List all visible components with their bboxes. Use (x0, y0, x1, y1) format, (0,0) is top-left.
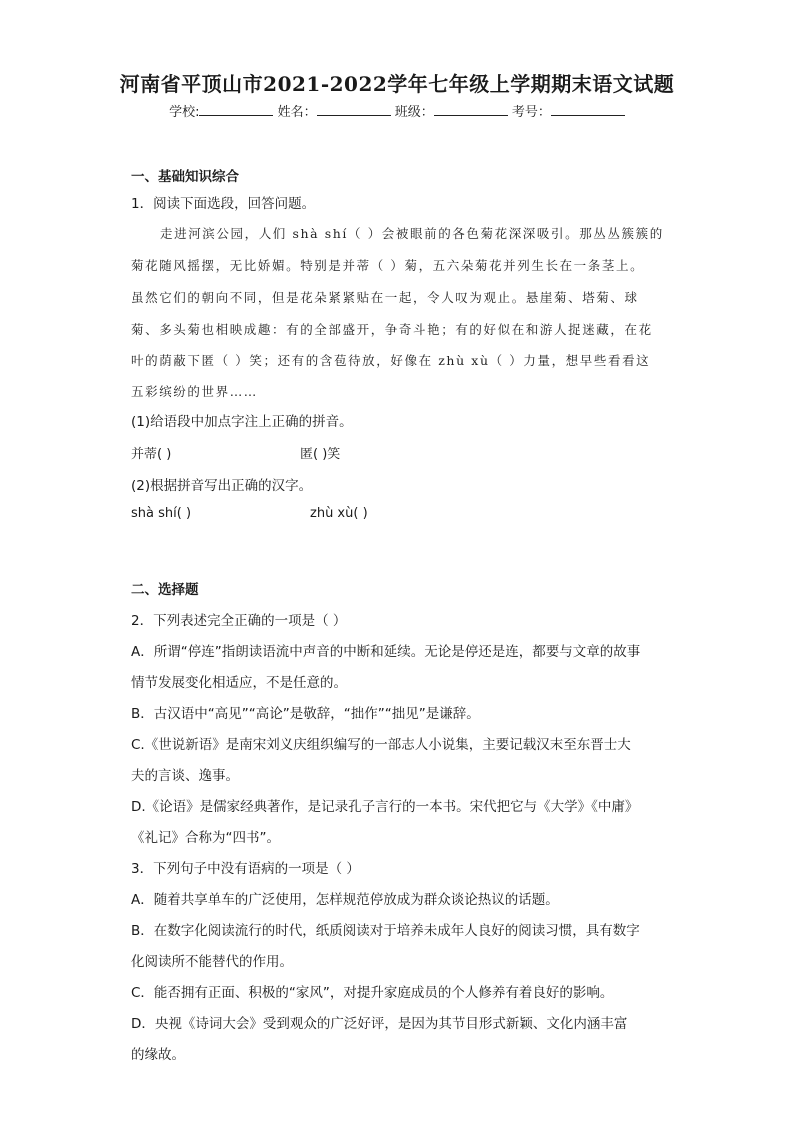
section-heading-basic: 一、基础知识综合 (131, 169, 239, 185)
name-blank[interactable] (317, 103, 391, 116)
question-1-stem: 1．阅读下面选段，回答问题。 (131, 196, 316, 212)
option-line: 的缘故。 (131, 1047, 185, 1063)
passage-line: 五彩缤纷的世界…… (131, 384, 258, 399)
option-line: 情节发展变化相适应，不是任意的。 (131, 675, 347, 691)
pinyin-blank-nixiao[interactable]: 匿( )笑 (300, 447, 341, 462)
option-line[interactable]: A．随着共享单车的广泛使用，怎样规范停放成为群众谈论热议的话题。 (131, 892, 559, 908)
section-heading-choice: 二、选择题 (131, 582, 199, 598)
exam-title: 河南省平顶山市2021-2022学年七年级上学期期末语文试题 (119, 72, 675, 96)
number-blank[interactable] (551, 103, 625, 116)
question-2-stem: 2．下列表述完全正确的一项是（ ） (131, 613, 347, 629)
passage-line: 菊花随风摇摆，无比娇媚。特别是并蒂（ ）菊，五六朵菊花并列生长在一条茎上。 (131, 258, 645, 273)
option-line: 夫的言谈、逸事。 (131, 768, 239, 784)
passage-line: 走进河滨公园，人们 shà shí（ ）会被眼前的各色菊花深深吸引。那丛丛簇簇的 (160, 226, 664, 241)
pinyin-blank-bingdi[interactable]: 并蒂( ) (131, 447, 172, 462)
hanzi-blank-shashi[interactable]: shà shí( ) (131, 506, 192, 521)
option-line: 《礼记》合称为“四书”。 (131, 830, 280, 846)
option-line[interactable]: B．古汉语中“高见”“高论”是敬辞，“拙作”“拙见”是谦辞。 (131, 706, 480, 722)
sub-question-2: (2)根据拼音写出正确的汉字。 (131, 478, 313, 494)
name-label: 姓名： (277, 105, 317, 120)
option-line[interactable]: C．能否拥有正面、积极的“家风”，对提升家庭成员的个人修养有着良好的影响。 (131, 985, 614, 1001)
option-line[interactable]: B．在数字化阅读流行的时代，纸质阅读对于培养未成年人良好的阅读习惯，具有数字 (131, 923, 640, 939)
sub-question-1: (1)给语段中加点字注上正确的拼音。 (131, 414, 353, 430)
class-label: 班级： (394, 105, 434, 120)
option-line: 化阅读所不能替代的作用。 (131, 954, 293, 970)
school-label: 学校: (169, 105, 200, 120)
passage-line: 虽然它们的朝向不同，但是花朵紧紧贴在一起，令人叹为观止。悬崖菊、塔菊、球 (131, 290, 639, 305)
student-info-row (0, 101, 794, 120)
school-blank[interactable] (199, 103, 273, 116)
option-line[interactable]: C.《世说新语》是南宋刘义庆组织编写的一部志人小说集，主要记载汉末至东晋士大 (131, 737, 631, 753)
passage-line: 菊、多头菊也相映成趣：有的全部盛开，争奇斗艳；有的好似在和游人捉迷藏，在花 (131, 322, 653, 337)
question-3-stem: 3．下列句子中没有语病的一项是（ ） (131, 861, 360, 877)
hanzi-blank-zhuxu[interactable]: zhù xù( ) (310, 506, 368, 521)
class-blank[interactable] (434, 103, 508, 116)
option-line[interactable]: D．央视《诗词大会》受到观众的广泛好评，是因为其节目形式新颖、文化内涵丰富 (131, 1016, 628, 1032)
passage-line: 叶的荫蔽下匿（ ）笑；还有的含苞待放，好像在 zhù xù（ ）力量，想早些看看这 (131, 353, 651, 368)
option-line[interactable]: A．所谓“停连”指朗读语流中声音的中断和延续。无论是停还是连，都要与文章的故事 (131, 644, 641, 660)
number-label: 考号： (511, 105, 551, 120)
option-line[interactable]: D.《论语》是儒家经典著作，是记录孔子言行的一本书。宋代把它与《大学》《中庸》 (131, 799, 639, 815)
